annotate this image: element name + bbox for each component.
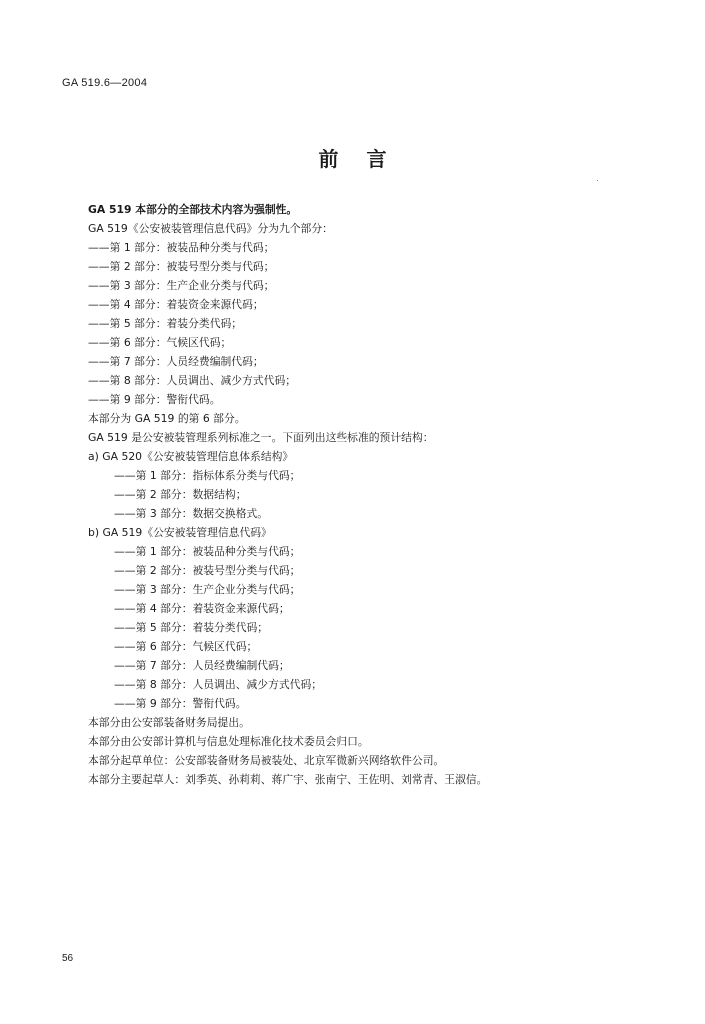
text-line: 本部分为 GA 519 的第 6 部分。 — [88, 412, 246, 425]
text-line: ——第 8 部分：人员调出、减少方式代码； — [88, 374, 297, 387]
text-line: ——第 4 部分：着装资金来源代码； — [88, 298, 264, 311]
text-line: ——第 5 部分：着装分类代码； — [88, 317, 243, 330]
text-line: GA 519 本部分的全部技术内容为强制性。 — [88, 203, 298, 216]
text-line: a) GA 520《公安被装管理信息体系结构》 — [88, 450, 294, 463]
text-line: ——第 2 部分：被装号型分类与代码； — [114, 564, 301, 577]
text-line: ——第 4 部分：着装资金来源代码； — [114, 602, 290, 615]
speck — [597, 180, 598, 181]
title-text: 前言 — [318, 147, 415, 171]
text-line: ——第 1 部分：被装品种分类与代码； — [114, 545, 301, 558]
text-line: ——第 5 部分：着装分类代码； — [114, 621, 269, 634]
text-line: ——第 3 部分：生产企业分类与代码； — [114, 583, 301, 596]
standard-code: GA 519.6—2004 — [62, 77, 148, 89]
text-line: GA 519 是公安被装管理系列标准之一。下面列出这些标准的预计结构： — [88, 431, 434, 444]
page-number: 56 — [62, 953, 74, 964]
text-line: b) GA 519《公安被装管理信息代码》 — [88, 526, 272, 539]
page-title — [0, 143, 705, 172]
text-line: ——第 2 部分：数据结构； — [114, 488, 247, 501]
text-line: ——第 1 部分：指标体系分类与代码； — [114, 469, 301, 482]
text-line: 本部分主要起草人：刘季英、孙莉莉、蒋广宇、张南宁、王佐明、刘常青、王淑信。 — [88, 773, 488, 786]
text-line: ——第 3 部分：数据交换格式。 — [114, 507, 269, 520]
text-line: 本部分由公安部计算机与信息处理标准化技术委员会归口。 — [88, 735, 369, 748]
text-line: 本部分起草单位：公安部装备财务局被装处、北京军微新兴网络软件公司。 — [88, 754, 445, 767]
document-body — [88, 200, 648, 789]
text-line: ——第 7 部分：人员经费编制代码； — [88, 355, 264, 368]
text-line: ——第 6 部分：气候区代码； — [114, 640, 258, 653]
text-line: ——第 2 部分：被装号型分类与代码； — [88, 260, 275, 273]
text-line: ——第 3 部分：生产企业分类与代码； — [88, 279, 275, 292]
text-line: 本部分由公安部装备财务局提出。 — [88, 716, 250, 729]
text-line: ——第 1 部分：被装品种分类与代码； — [88, 241, 275, 254]
text-line: ——第 6 部分：气候区代码； — [88, 336, 232, 349]
text-line: GA 519《公安被装管理信息代码》分为九个部分： — [88, 222, 333, 235]
text-line: ——第 9 部分：警衔代码。 — [114, 697, 247, 710]
text-line: ——第 9 部分：警衔代码。 — [88, 393, 221, 406]
text-line: ——第 7 部分：人员经费编制代码； — [114, 659, 290, 672]
text-line: ——第 8 部分：人员调出、减少方式代码； — [114, 678, 323, 691]
